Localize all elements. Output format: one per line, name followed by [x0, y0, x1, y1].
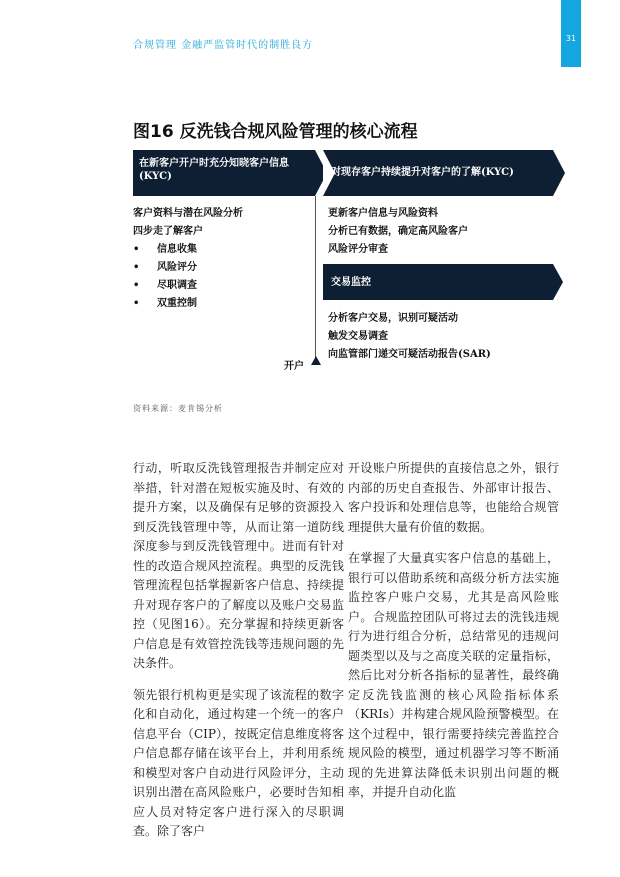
list-item-text: 信息收集 [157, 244, 197, 255]
band-right-label: 对现存客户持续提升对客户的了解(KYC) [331, 167, 514, 178]
band-right-arrow [553, 150, 565, 196]
body-paragraph: 行动，听取反洗钱管理报告并制定应对举措，针对潜在短板实施及时、有效的提升方案，以及确保有足够的资源投入到反洗钱管理中等，从而让第一道防线深度参与到反洗钱管理中。进而有针对性的改造合规风控流程。典型的反洗钱管理流程包括掌握新客户信息、持续提升对现存客户的了解度以及账户交易监控（见图16）。充分掌握和持续更新客户信息是有效管控洗钱等违规问题的先决条件。 [133, 461, 344, 670]
list-item: 分析已有数据，确定高风险客户 [328, 226, 468, 237]
list-item-text: 客户资料与潜在风险分析 [133, 208, 243, 219]
page-number-tab [561, 0, 581, 67]
list-item-text: 风险评分 [157, 262, 197, 273]
list-item: 向监管部门递交可疑活动报告(SAR) [328, 349, 491, 360]
band-transaction-arrow [553, 264, 563, 300]
list-item-text: 双重控制 [157, 298, 197, 309]
list-item [133, 205, 243, 223]
bullet: • [133, 262, 140, 273]
band-existing-customer-kyc [323, 150, 553, 196]
right-process-list-top [328, 205, 468, 259]
list-item [133, 223, 243, 241]
bullet: • [133, 244, 140, 255]
figure-title: 图16 反洗钱合规风险管理的核心流程 [133, 122, 418, 142]
band-transaction-label: 交易监控 [331, 277, 371, 288]
body-paragraph: 领先银行机构更是实现了该流程的数字化和自动化，通过构建一个统一的客户信息平台（CIP），按既定信息维度将客户信息都存储在该平台上，并利用系统和模型对客户自动进行风险评分，主动识别出潜在高风险账户，必要时告知相应人员对特定客户进行深入的尽职调查。除了客户 [133, 687, 344, 838]
list-item [133, 259, 243, 277]
account-opening-label: 开户 [284, 361, 304, 372]
band-new-customer-kyc [133, 150, 315, 196]
body-column-right [348, 459, 559, 815]
band-right-notch [323, 150, 335, 196]
up-arrow-icon [311, 356, 321, 365]
list-item: 风险评分审查 [328, 244, 388, 255]
list-item [133, 241, 243, 259]
left-process-list [133, 205, 243, 313]
bullet: • [133, 280, 140, 291]
timeline-divider [315, 196, 316, 364]
right-process-list-bottom [328, 310, 491, 364]
body-paragraph: 在掌握了大量真实客户信息的基础上，银行可以借助系统和高级分析方法实施监控客户账户交易，尤其是高风险账户。合规监控团队可将过去的洗钱违规行为进行组合分析，总结常见的违规问题类型以及与之高度关联的定量指标，然后比对分析各指标的显著性，最终确定反洗钱监测的核心风险指标体系（KRIs）并构建合规风险预警模型。在这个过程中，银行需要持续完善监控合规风险的模型，通过机器学习等不断涌现的先进算法降低未识别出问题的概率，并提升自动化监 [348, 551, 559, 799]
list-item [133, 295, 243, 313]
figure-source: 资料来源：麦肯锡分析 [133, 404, 223, 413]
band-transaction-monitoring [323, 264, 553, 300]
page-number: 31 [565, 34, 577, 43]
list-item [133, 277, 243, 295]
running-header: 合规管理 金融严监管时代的制胜良方 [133, 40, 314, 51]
list-item: 更新客户信息与风险资料 [328, 208, 438, 219]
list-item: 分析客户交易，识别可疑活动 [328, 313, 458, 324]
list-item-text: 尽职调查 [157, 280, 197, 291]
body-column-left [133, 459, 344, 854]
body-paragraph: 开设账户所提供的直接信息之外，银行内部的历史自查报告、外部审计报告、客户投诉和处理信息等，也能给合规管理提供大量有价值的数据。 [348, 461, 559, 534]
list-item: 触发交易调查 [328, 331, 388, 342]
bullet: • [133, 298, 140, 309]
band-left-line-2: (KYC) [139, 171, 172, 182]
list-item-text: 四步走了解客户 [133, 226, 203, 237]
band-left-line-1: 在新客户开户时充分知晓客户信息 [139, 158, 289, 169]
